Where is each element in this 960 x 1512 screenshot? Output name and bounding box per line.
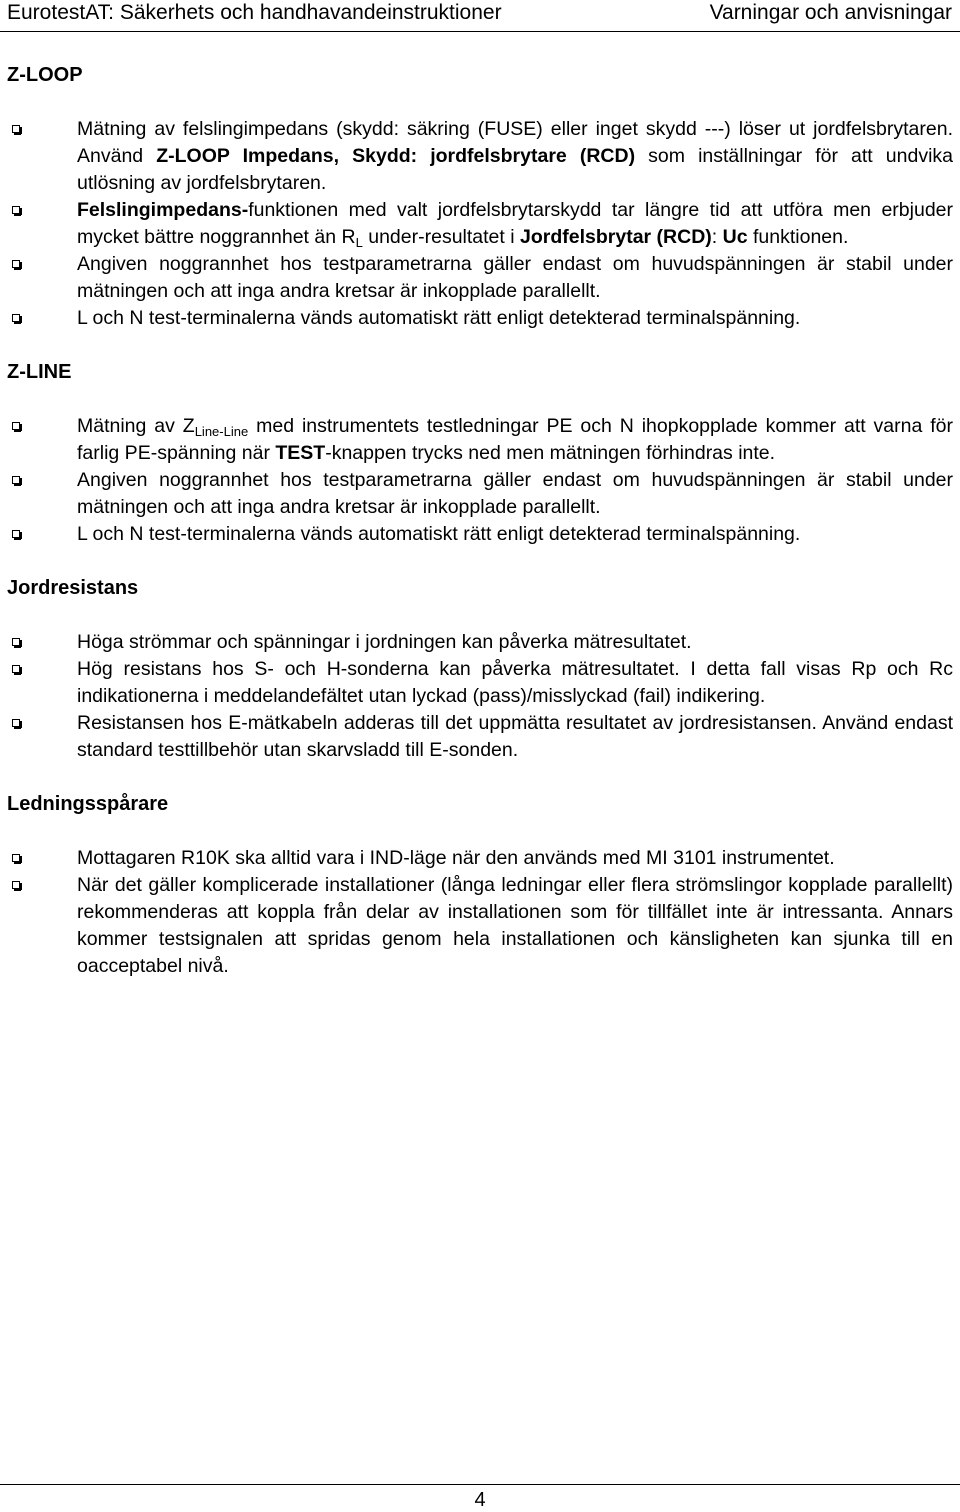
section-title-ledningssparare: Ledningsspårare	[7, 793, 169, 815]
list-item: Angiven noggrannhet hos testparametrarna gäller endast om huvudspänningen är stabil under mätningen och att inga andra kretsar är inkopplade parallellt.	[7, 467, 953, 521]
z-loop-list	[7, 116, 953, 332]
list-item: Felslingimpedans-funktionen med valt jordfelsbrytarskydd tar längre tid att utföra men erbjuder mycket bättre noggrannhet än $R_L$ under-resultatet i Jordfelsbrytar (RCD): Uc funktionen.	[7, 197, 953, 251]
z-line-list	[7, 413, 953, 548]
section-title-z-line: Z-LINE	[7, 361, 72, 383]
list-item: Mätning av felslingimpedans (skydd: säkring (FUSE) eller inget skydd ---) löser ut jordfelsbrytaren. Använd Z-LOOP Impedans, Skydd: jordfelsbrytare (RCD) som inställningar för att undvika utlösning av jordfelsbrytaren.	[7, 116, 953, 197]
checkbox-bullet-icon	[12, 854, 20, 862]
checkbox-bullet-icon	[12, 125, 20, 133]
page-number: 4	[474, 1489, 486, 1511]
ledningssparare-list	[7, 845, 953, 980]
page-header	[0, 0, 960, 30]
checkbox-bullet-icon	[12, 719, 20, 727]
chapter-title: Varningar och anvisningar	[709, 1, 952, 24]
checkbox-bullet-icon	[12, 530, 20, 538]
list-item: Mätning av $Z_{Line-Line}$ med instrumentets testledningar PE och N ihopkopplade kommer att varna för farlig PE-spänning när TEST-knappen trycks ned men mätningen förhindras inte.	[7, 413, 953, 467]
section-title-z-loop: Z-LOOP	[7, 64, 83, 86]
list-item: När det gäller komplicerade installationer (långa ledningar eller flera strömslingor kopplade parallellt) rekommenderas att koppla från delar av installationen som för tillfället inte är intressanta. Annars kommer testsignalen att spridas genom hela installationen och känsligheten kan sjunka till en oacceptabel nivå.	[7, 872, 953, 980]
checkbox-bullet-icon	[12, 260, 20, 268]
list-item: Angiven noggrannhet hos testparametrarna gäller endast om huvudspänningen är stabil under mätningen och att inga andra kretsar är inkopplade parallellt.	[7, 251, 953, 305]
checkbox-bullet-icon	[12, 422, 20, 430]
checkbox-bullet-icon	[12, 206, 20, 214]
header-rule	[0, 31, 960, 32]
list-item: Resistansen hos E-mätkabeln adderas till det uppmätta resultatet av jordresistansen. Använd endast standard testtillbehör utan skarvsladd till E-sonden.	[7, 710, 953, 764]
checkbox-bullet-icon	[12, 476, 20, 484]
checkbox-bullet-icon	[12, 881, 20, 889]
list-item: Hög resistans hos S- och H-sonderna kan påverka mätresultatet. I detta fall visas Rp och Rc indikationerna i meddelandefältet utan lyckad (pass)/misslyckad (fail) indikering.	[7, 656, 953, 710]
jordresistans-list	[7, 629, 953, 764]
list-item: L och N test-terminalerna vänds automatiskt rätt enligt detekterad terminalspänning.	[7, 305, 953, 332]
section-title-jordresistans: Jordresistans	[7, 577, 139, 599]
checkbox-bullet-icon	[12, 638, 20, 646]
checkbox-bullet-icon	[12, 314, 20, 322]
checkbox-bullet-icon	[12, 665, 20, 673]
footer-rule	[0, 1484, 960, 1485]
list-item: Höga strömmar och spänningar i jordningen kan påverka mätresultatet.	[7, 629, 953, 656]
page-content	[7, 62, 953, 1007]
list-item: L och N test-terminalerna vänds automatiskt rätt enligt detekterad terminalspänning.	[7, 521, 953, 548]
document-title: EurotestAT: Säkerhets och handhavandeinstruktioner	[7, 1, 502, 24]
list-item: Mottagaren R10K ska alltid vara i IND-läge när den används med MI 3101 instrumentet.	[7, 845, 953, 872]
